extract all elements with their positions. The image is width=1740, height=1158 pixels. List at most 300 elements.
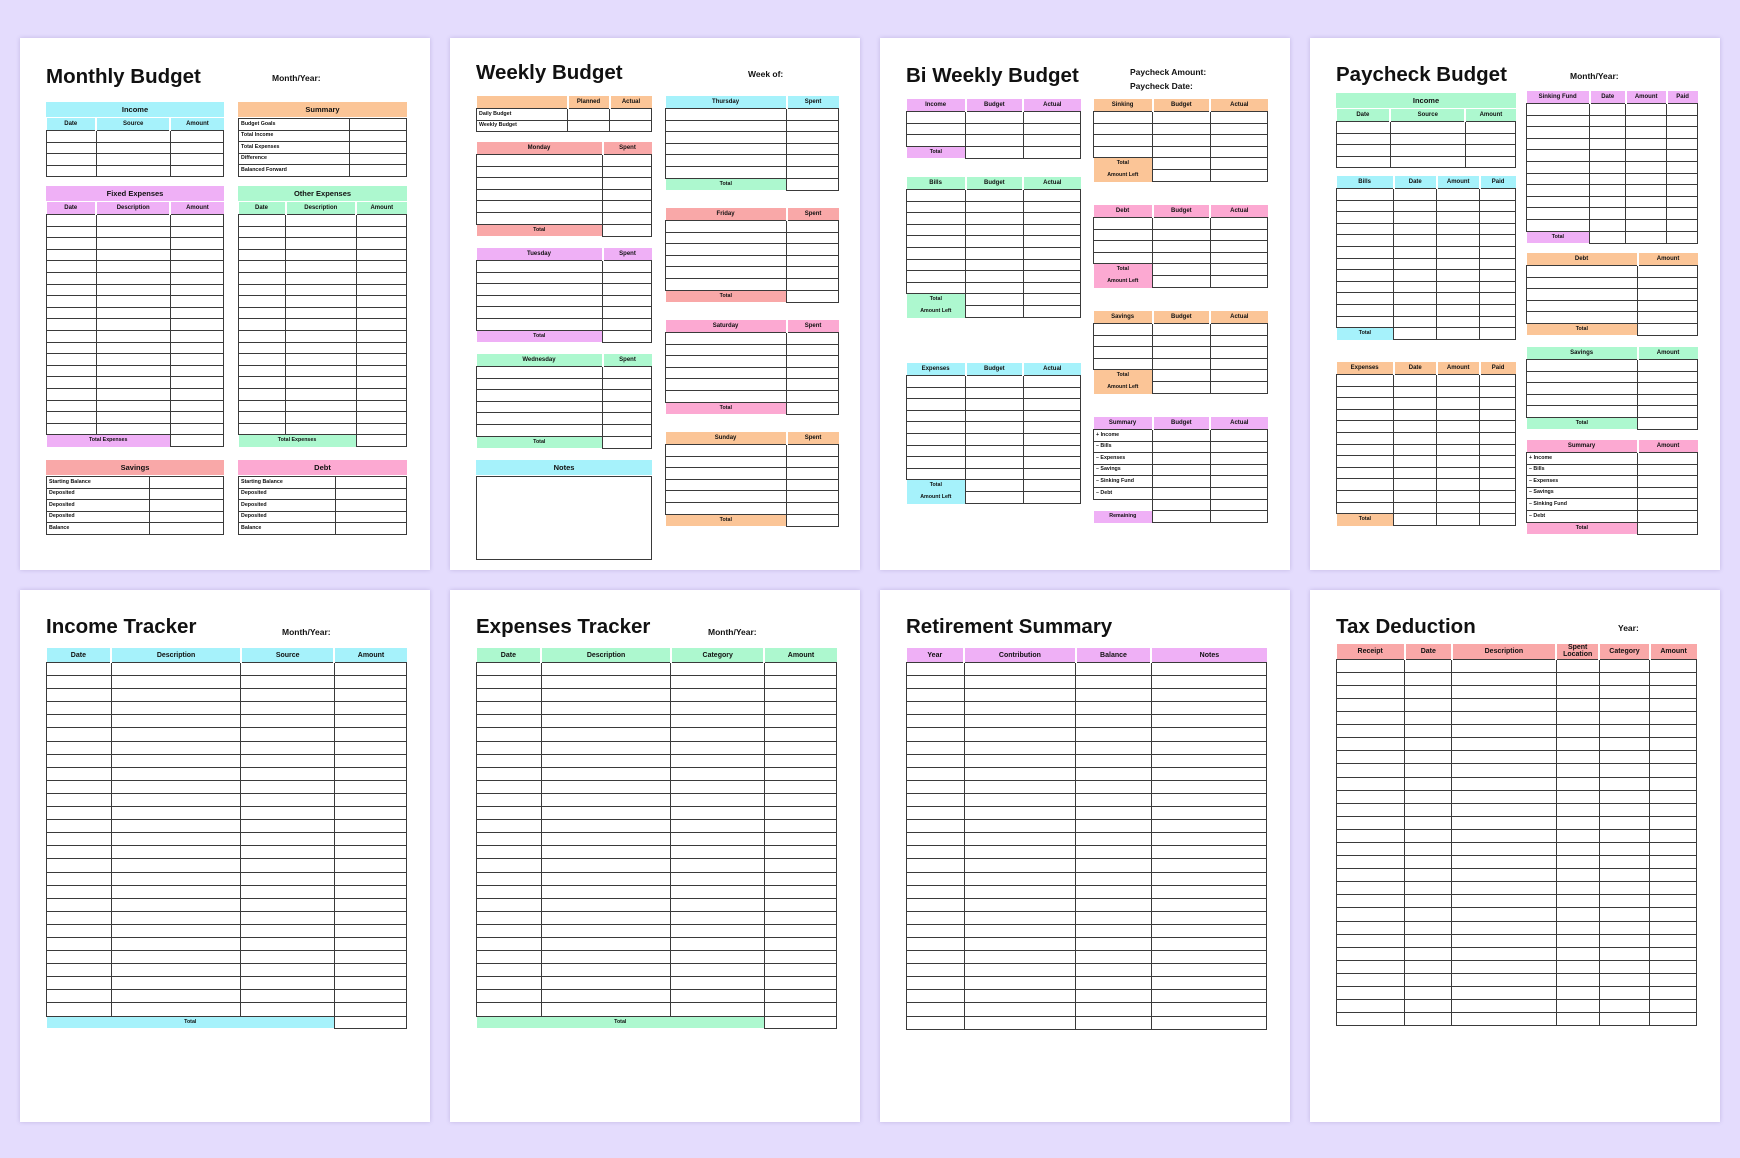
table-cell[interactable]	[541, 689, 671, 702]
table-cell[interactable]	[666, 456, 787, 468]
table-cell[interactable]	[286, 307, 357, 319]
table-cell[interactable]	[1151, 676, 1266, 689]
table-cell[interactable]	[47, 689, 112, 702]
table-cell[interactable]	[1480, 258, 1516, 270]
table-cell[interactable]	[966, 213, 1023, 225]
table-cell[interactable]	[47, 715, 112, 728]
table-cell[interactable]	[1210, 123, 1267, 135]
table-cell[interactable]	[1527, 219, 1590, 231]
table-cell[interactable]	[1667, 161, 1698, 173]
table-cell[interactable]	[334, 1003, 406, 1016]
table-cell[interactable]	[111, 846, 241, 859]
table-cell[interactable]	[1023, 422, 1080, 434]
table-cell[interactable]	[47, 272, 97, 284]
table-cell[interactable]	[907, 445, 966, 457]
table-cell[interactable]	[1076, 663, 1152, 676]
table-cell[interactable]	[1527, 138, 1590, 150]
table-cell[interactable]	[286, 261, 357, 273]
table-cell[interactable]	[541, 807, 671, 820]
table-cell[interactable]	[239, 412, 286, 424]
table-cell[interactable]	[1599, 908, 1649, 921]
table-cell[interactable]	[47, 977, 112, 990]
table-cell[interactable]	[356, 365, 406, 377]
table-cell[interactable]	[964, 820, 1076, 833]
table-cell[interactable]	[1337, 973, 1405, 986]
table-cell[interactable]	[1337, 246, 1394, 258]
table-cell[interactable]	[477, 663, 542, 676]
table-cell[interactable]	[1337, 467, 1394, 479]
table-cell[interactable]	[96, 354, 170, 366]
table-cell[interactable]	[603, 189, 652, 201]
table-cell[interactable]	[477, 780, 542, 793]
table-cell[interactable]	[477, 924, 542, 937]
table-cell[interactable]	[907, 793, 965, 806]
table-cell[interactable]	[1151, 767, 1266, 780]
table-cell[interactable]	[964, 754, 1076, 767]
table-cell[interactable]	[170, 284, 223, 296]
table-cell[interactable]	[964, 807, 1076, 820]
table-cell[interactable]	[1023, 433, 1080, 445]
table-cell[interactable]	[1527, 383, 1638, 395]
table-cell[interactable]	[964, 702, 1076, 715]
table-cell[interactable]	[907, 741, 965, 754]
table-cell[interactable]	[1452, 960, 1556, 973]
table-cell[interactable]	[111, 898, 241, 911]
table-cell[interactable]	[47, 154, 97, 166]
table-cell[interactable]	[111, 793, 241, 806]
table-cell[interactable]	[1437, 270, 1480, 282]
table-cell[interactable]	[1337, 304, 1394, 316]
table-cell[interactable]	[1638, 371, 1698, 383]
table-cell[interactable]	[47, 238, 97, 250]
table-cell[interactable]	[1667, 208, 1698, 220]
table-cell[interactable]	[1480, 490, 1516, 502]
table-cell[interactable]	[477, 689, 542, 702]
table-cell[interactable]	[541, 663, 671, 676]
table-cell[interactable]	[764, 846, 836, 859]
table-cell[interactable]	[1527, 300, 1638, 312]
table-cell[interactable]	[541, 859, 671, 872]
table-cell[interactable]	[111, 715, 241, 728]
table-cell[interactable]	[1452, 843, 1556, 856]
table-cell[interactable]	[241, 872, 335, 885]
notes-box[interactable]	[476, 476, 652, 560]
table-cell[interactable]	[1527, 266, 1638, 278]
table-cell[interactable]	[477, 401, 603, 413]
table-cell[interactable]	[964, 990, 1076, 1003]
table-cell[interactable]	[1337, 398, 1394, 410]
table-cell[interactable]	[1405, 685, 1452, 698]
table-cell[interactable]	[1151, 1003, 1266, 1016]
table-cell[interactable]	[356, 423, 406, 435]
table-cell[interactable]	[170, 330, 223, 342]
table-cell[interactable]	[47, 142, 97, 154]
table-cell[interactable]	[966, 422, 1023, 434]
table-cell[interactable]	[286, 330, 357, 342]
table-cell[interactable]	[907, 399, 966, 411]
table-cell[interactable]	[1452, 1000, 1556, 1013]
table-cell[interactable]	[1394, 490, 1437, 502]
table-cell[interactable]	[477, 754, 542, 767]
table-cell[interactable]	[764, 820, 836, 833]
table-cell[interactable]	[1405, 777, 1452, 790]
table-cell[interactable]	[764, 951, 836, 964]
table-cell[interactable]	[1023, 376, 1080, 388]
table-cell[interactable]	[666, 379, 787, 391]
table-cell[interactable]	[1337, 502, 1394, 514]
table-cell[interactable]	[1394, 386, 1437, 398]
table-cell[interactable]	[1650, 816, 1697, 829]
table-cell[interactable]	[1556, 934, 1599, 947]
table-cell[interactable]	[239, 377, 286, 389]
table-cell[interactable]	[1527, 173, 1590, 185]
table-cell[interactable]	[907, 911, 965, 924]
table-cell[interactable]	[170, 238, 223, 250]
table-cell[interactable]	[477, 166, 603, 178]
table-cell[interactable]	[1337, 698, 1405, 711]
table-cell[interactable]	[666, 255, 787, 267]
table-cell[interactable]	[1151, 990, 1266, 1003]
table-cell[interactable]	[1437, 293, 1480, 305]
table-cell[interactable]	[1151, 937, 1266, 950]
table-cell[interactable]	[964, 924, 1076, 937]
table-cell[interactable]	[1465, 145, 1515, 157]
table-cell[interactable]	[1151, 911, 1266, 924]
table-cell[interactable]	[603, 284, 652, 296]
table-cell[interactable]	[1667, 127, 1698, 139]
table-cell[interactable]	[111, 977, 241, 990]
table-cell[interactable]	[1023, 201, 1080, 213]
table-cell[interactable]	[1390, 145, 1465, 157]
table-cell[interactable]	[241, 728, 335, 741]
table-cell[interactable]	[1337, 156, 1391, 168]
table-cell[interactable]	[334, 820, 406, 833]
table-cell[interactable]	[286, 215, 357, 227]
table-cell[interactable]	[1480, 200, 1516, 212]
table-cell[interactable]	[671, 754, 765, 767]
table-cell[interactable]	[764, 715, 836, 728]
table-cell[interactable]	[541, 820, 671, 833]
table-cell[interactable]	[966, 236, 1023, 248]
table-cell[interactable]	[1650, 1000, 1697, 1013]
table-cell[interactable]	[671, 689, 765, 702]
table-cell[interactable]	[1394, 223, 1437, 235]
table-cell[interactable]	[1094, 252, 1153, 264]
table-cell[interactable]	[1556, 685, 1599, 698]
table-cell[interactable]	[541, 990, 671, 1003]
table-cell[interactable]	[1556, 973, 1599, 986]
table-cell[interactable]	[1650, 947, 1697, 960]
table-cell[interactable]	[1437, 479, 1480, 491]
table-cell[interactable]	[1599, 973, 1649, 986]
table-cell[interactable]	[964, 977, 1076, 990]
table-cell[interactable]	[907, 859, 965, 872]
table-cell[interactable]	[1337, 712, 1405, 725]
table-cell[interactable]	[1094, 135, 1153, 147]
table-cell[interactable]	[239, 238, 286, 250]
table-cell[interactable]	[356, 284, 406, 296]
table-cell[interactable]	[47, 319, 97, 331]
table-cell[interactable]	[1394, 432, 1437, 444]
table-cell[interactable]	[1527, 150, 1590, 162]
table-cell[interactable]	[1590, 138, 1626, 150]
table-cell[interactable]	[356, 330, 406, 342]
table-cell[interactable]	[1650, 764, 1697, 777]
table-cell[interactable]	[1337, 444, 1394, 456]
table-cell[interactable]	[356, 215, 406, 227]
table-cell[interactable]	[541, 715, 671, 728]
table-cell[interactable]	[666, 267, 787, 279]
table-cell[interactable]	[1405, 921, 1452, 934]
table-cell[interactable]	[47, 833, 112, 846]
table-cell[interactable]	[1394, 246, 1437, 258]
table-cell[interactable]	[1437, 304, 1480, 316]
table-cell[interactable]	[1337, 738, 1405, 751]
table-cell[interactable]	[111, 964, 241, 977]
table-cell[interactable]	[907, 376, 966, 388]
table-cell[interactable]	[96, 400, 170, 412]
table-cell[interactable]	[1151, 663, 1266, 676]
table-cell[interactable]	[96, 423, 170, 435]
table-cell[interactable]	[239, 307, 286, 319]
table-cell[interactable]	[907, 224, 966, 236]
table-cell[interactable]	[334, 793, 406, 806]
table-cell[interactable]	[477, 155, 603, 167]
table-cell[interactable]	[241, 964, 335, 977]
table-cell[interactable]	[1556, 751, 1599, 764]
table-cell[interactable]	[1337, 659, 1405, 672]
table-cell[interactable]	[47, 859, 112, 872]
table-cell[interactable]	[671, 833, 765, 846]
table-cell[interactable]	[477, 911, 542, 924]
table-cell[interactable]	[47, 820, 112, 833]
table-cell[interactable]	[1599, 1000, 1649, 1013]
table-cell[interactable]	[1650, 869, 1697, 882]
table-cell[interactable]	[1452, 790, 1556, 803]
table-cell[interactable]	[1337, 816, 1405, 829]
table-cell[interactable]	[477, 390, 603, 402]
table-cell[interactable]	[170, 142, 223, 154]
table-cell[interactable]	[1405, 869, 1452, 882]
table-cell[interactable]	[286, 354, 357, 366]
table-cell[interactable]	[966, 247, 1023, 259]
table-cell[interactable]	[1626, 115, 1667, 127]
table-cell[interactable]	[907, 190, 966, 202]
table-cell[interactable]	[1626, 104, 1667, 116]
table-cell[interactable]	[907, 201, 966, 213]
table-cell[interactable]	[1599, 843, 1649, 856]
table-cell[interactable]	[671, 676, 765, 689]
table-cell[interactable]	[1556, 698, 1599, 711]
table-cell[interactable]	[356, 307, 406, 319]
table-cell[interactable]	[1465, 122, 1515, 134]
table-cell[interactable]	[1151, 741, 1266, 754]
table-cell[interactable]	[241, 990, 335, 1003]
table-cell[interactable]	[170, 249, 223, 261]
table-cell[interactable]	[477, 367, 603, 379]
table-cell[interactable]	[47, 284, 97, 296]
table-cell[interactable]	[671, 820, 765, 833]
table-cell[interactable]	[964, 951, 1076, 964]
table-cell[interactable]	[1023, 282, 1080, 294]
table-cell[interactable]	[477, 378, 603, 390]
table-cell[interactable]	[666, 244, 787, 256]
table-cell[interactable]	[1023, 457, 1080, 469]
table-cell[interactable]	[1437, 502, 1480, 514]
table-cell[interactable]	[1076, 990, 1152, 1003]
table-cell[interactable]	[111, 689, 241, 702]
table-cell[interactable]	[239, 388, 286, 400]
table-cell[interactable]	[666, 120, 787, 132]
table-cell[interactable]	[241, 859, 335, 872]
table-cell[interactable]	[1437, 467, 1480, 479]
table-cell[interactable]	[1153, 252, 1210, 264]
table-cell[interactable]	[111, 951, 241, 964]
table-cell[interactable]	[477, 767, 542, 780]
table-cell[interactable]	[1480, 246, 1516, 258]
table-cell[interactable]	[239, 319, 286, 331]
table-cell[interactable]	[1151, 872, 1266, 885]
table-cell[interactable]	[907, 247, 966, 259]
table-cell[interactable]	[764, 1003, 836, 1016]
table-cell[interactable]	[1556, 777, 1599, 790]
table-cell[interactable]	[907, 937, 965, 950]
table-cell[interactable]	[47, 872, 112, 885]
table-cell[interactable]	[603, 378, 652, 390]
table-cell[interactable]	[1650, 882, 1697, 895]
table-cell[interactable]	[1210, 218, 1267, 230]
table-cell[interactable]	[96, 226, 170, 238]
table-cell[interactable]	[764, 689, 836, 702]
table-cell[interactable]	[1151, 977, 1266, 990]
table-cell[interactable]	[1650, 751, 1697, 764]
table-cell[interactable]	[334, 911, 406, 924]
table-cell[interactable]	[603, 318, 652, 330]
table-cell[interactable]	[603, 367, 652, 379]
table-cell[interactable]	[907, 410, 966, 422]
table-cell[interactable]	[1590, 115, 1626, 127]
table-cell[interactable]	[764, 676, 836, 689]
table-cell[interactable]	[764, 754, 836, 767]
table-cell[interactable]	[356, 249, 406, 261]
table-cell[interactable]	[1556, 960, 1599, 973]
table-cell[interactable]	[1076, 807, 1152, 820]
table-cell[interactable]	[334, 754, 406, 767]
table-cell[interactable]	[239, 342, 286, 354]
table-cell[interactable]	[671, 872, 765, 885]
table-cell[interactable]	[1527, 289, 1638, 301]
table-cell[interactable]	[787, 456, 839, 468]
table-cell[interactable]	[1337, 281, 1394, 293]
table-cell[interactable]	[286, 284, 357, 296]
table-cell[interactable]	[477, 702, 542, 715]
table-cell[interactable]	[1151, 846, 1266, 859]
table-cell[interactable]	[1480, 235, 1516, 247]
table-cell[interactable]	[1599, 960, 1649, 973]
table-cell[interactable]	[1153, 218, 1210, 230]
table-cell[interactable]	[907, 807, 965, 820]
table-cell[interactable]	[96, 261, 170, 273]
table-cell[interactable]	[334, 977, 406, 990]
table-cell[interactable]	[541, 977, 671, 990]
table-cell[interactable]	[334, 741, 406, 754]
table-cell[interactable]	[96, 131, 170, 143]
table-cell[interactable]	[1094, 218, 1153, 230]
table-cell[interactable]	[239, 400, 286, 412]
table-cell[interactable]	[1599, 882, 1649, 895]
table-cell[interactable]	[1094, 358, 1153, 370]
table-cell[interactable]	[764, 977, 836, 990]
table-cell[interactable]	[1210, 112, 1267, 124]
table-cell[interactable]	[1527, 371, 1638, 383]
table-cell[interactable]	[1405, 829, 1452, 842]
table-cell[interactable]	[1337, 672, 1405, 685]
table-cell[interactable]	[239, 249, 286, 261]
table-cell[interactable]	[334, 859, 406, 872]
table-cell[interactable]	[1437, 200, 1480, 212]
table-cell[interactable]	[603, 307, 652, 319]
table-cell[interactable]	[1556, 1013, 1599, 1026]
table-cell[interactable]	[1337, 386, 1394, 398]
table-cell[interactable]	[1094, 347, 1153, 359]
table-cell[interactable]	[964, 1016, 1076, 1029]
table-cell[interactable]	[1337, 790, 1405, 803]
table-cell[interactable]	[1556, 803, 1599, 816]
table-cell[interactable]	[907, 898, 965, 911]
table-cell[interactable]	[1638, 383, 1698, 395]
table-cell[interactable]	[111, 767, 241, 780]
table-cell[interactable]	[603, 261, 652, 273]
table-cell[interactable]	[764, 885, 836, 898]
table-cell[interactable]	[356, 272, 406, 284]
table-cell[interactable]	[541, 676, 671, 689]
table-cell[interactable]	[1452, 725, 1556, 738]
table-cell[interactable]	[1590, 196, 1626, 208]
table-cell[interactable]	[1076, 715, 1152, 728]
table-cell[interactable]	[603, 166, 652, 178]
table-cell[interactable]	[1094, 335, 1153, 347]
table-cell[interactable]	[477, 272, 603, 284]
table-cell[interactable]	[47, 767, 112, 780]
table-cell[interactable]	[787, 491, 839, 503]
table-cell[interactable]	[764, 793, 836, 806]
table-cell[interactable]	[541, 793, 671, 806]
table-cell[interactable]	[1405, 1000, 1452, 1013]
table-cell[interactable]	[1638, 289, 1698, 301]
table-cell[interactable]	[1076, 937, 1152, 950]
table-cell[interactable]	[477, 741, 542, 754]
table-cell[interactable]	[111, 872, 241, 885]
table-cell[interactable]	[477, 872, 542, 885]
table-cell[interactable]	[1452, 921, 1556, 934]
table-cell[interactable]	[787, 109, 839, 121]
table-cell[interactable]	[1151, 754, 1266, 767]
table-cell[interactable]	[111, 807, 241, 820]
table-cell[interactable]	[47, 296, 97, 308]
table-cell[interactable]	[1337, 685, 1405, 698]
table-cell[interactable]	[111, 676, 241, 689]
table-cell[interactable]	[1076, 1016, 1152, 1029]
table-cell[interactable]	[541, 846, 671, 859]
table-cell[interactable]	[907, 702, 965, 715]
table-cell[interactable]	[47, 754, 112, 767]
table-cell[interactable]	[1151, 898, 1266, 911]
table-cell[interactable]	[1667, 104, 1698, 116]
table-cell[interactable]	[964, 767, 1076, 780]
table-cell[interactable]	[787, 232, 839, 244]
table-cell[interactable]	[1626, 219, 1667, 231]
table-cell[interactable]	[334, 846, 406, 859]
